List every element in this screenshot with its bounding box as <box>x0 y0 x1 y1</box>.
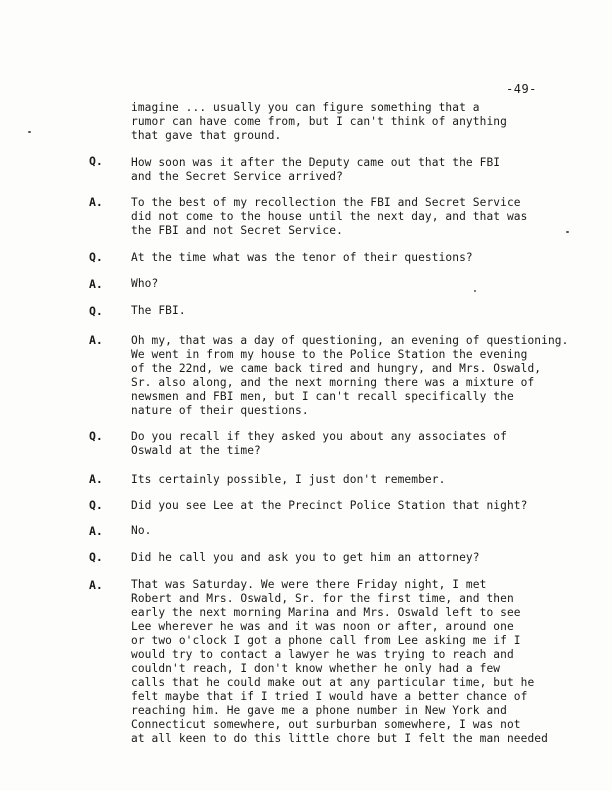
speaker-label: Q. <box>89 154 103 168</box>
entry-text: imagine ... usually you can figure something that a rumor can have come from, but I can't think of anything that gave that ground. <box>131 101 507 142</box>
entry-text: Its certainly possible, I just don't remember. <box>131 473 446 486</box>
entry-text: At the time what was the tenor of their questions? <box>131 251 473 264</box>
speaker-label: A. <box>89 277 103 291</box>
speaker-label: Q. <box>89 550 103 564</box>
page-number: -49- <box>506 82 537 96</box>
scan-speck <box>474 290 476 292</box>
entry-text: Did he call you and ask you to get him an attorney? <box>131 551 480 564</box>
entry-text: The FBI. <box>131 304 186 317</box>
speaker-label: Q. <box>89 498 103 512</box>
entry-text: How soon was it after the Deputy came out that the FBI and the Secret Service arrived? <box>131 156 501 183</box>
entry-text: That was Saturday. We were there Friday night, I met Robert and Mrs. Oswald, Sr. for the first time, and then early the next morning Marina and Mrs. Oswald left to see Lee wherever he was and it was noon or after, around one or two o'clock I got a phone call from Lee asking me if I would try to contact a lawyer he was trying to reach and couldn't reach, I don't know whether he only had a few calls that he could make out at any particular time, but he felt maybe that if I tried I would have a better chance of reaching him. He gave me a phone number in New York and Connecticut somewhere, out surburban somewhere, I was not at all keen to do this little chore but I felt the man needed <box>131 578 548 745</box>
speaker-label: A. <box>89 524 103 538</box>
speaker-label: Q. <box>89 429 103 443</box>
entry-text: Oh my, that was a day of questioning, an evening of questioning. We went in from my house to the Police Station the evening of the 22nd, we came back tired and hungry, and Mrs. Oswald, Sr. also along, and the next morning there was a mixture of newsmen and FBI men, but I can't recall specifically the nature of their questions. <box>131 334 569 417</box>
speaker-label: A. <box>89 578 103 592</box>
speaker-label: Q. <box>89 250 103 264</box>
entry-text: Did you see Lee at the Precinct Police Station that night? <box>131 499 528 512</box>
speaker-label: A. <box>89 195 103 209</box>
entry-text: Who? <box>131 277 159 290</box>
speaker-label: A. <box>89 472 103 486</box>
speaker-label: Q. <box>89 304 103 318</box>
entry-text: To the best of my recollection the FBI and Secret Service did not come to the house until the next day, and that was the FBI and not Secret Service. <box>131 196 528 237</box>
entry-text: Do you recall if they asked you about any associates of Oswald at the time? <box>131 430 507 457</box>
scan-speck <box>28 131 31 133</box>
speaker-label: A. <box>89 333 103 347</box>
entry-text: No. <box>131 524 152 537</box>
scan-speck <box>566 231 569 233</box>
